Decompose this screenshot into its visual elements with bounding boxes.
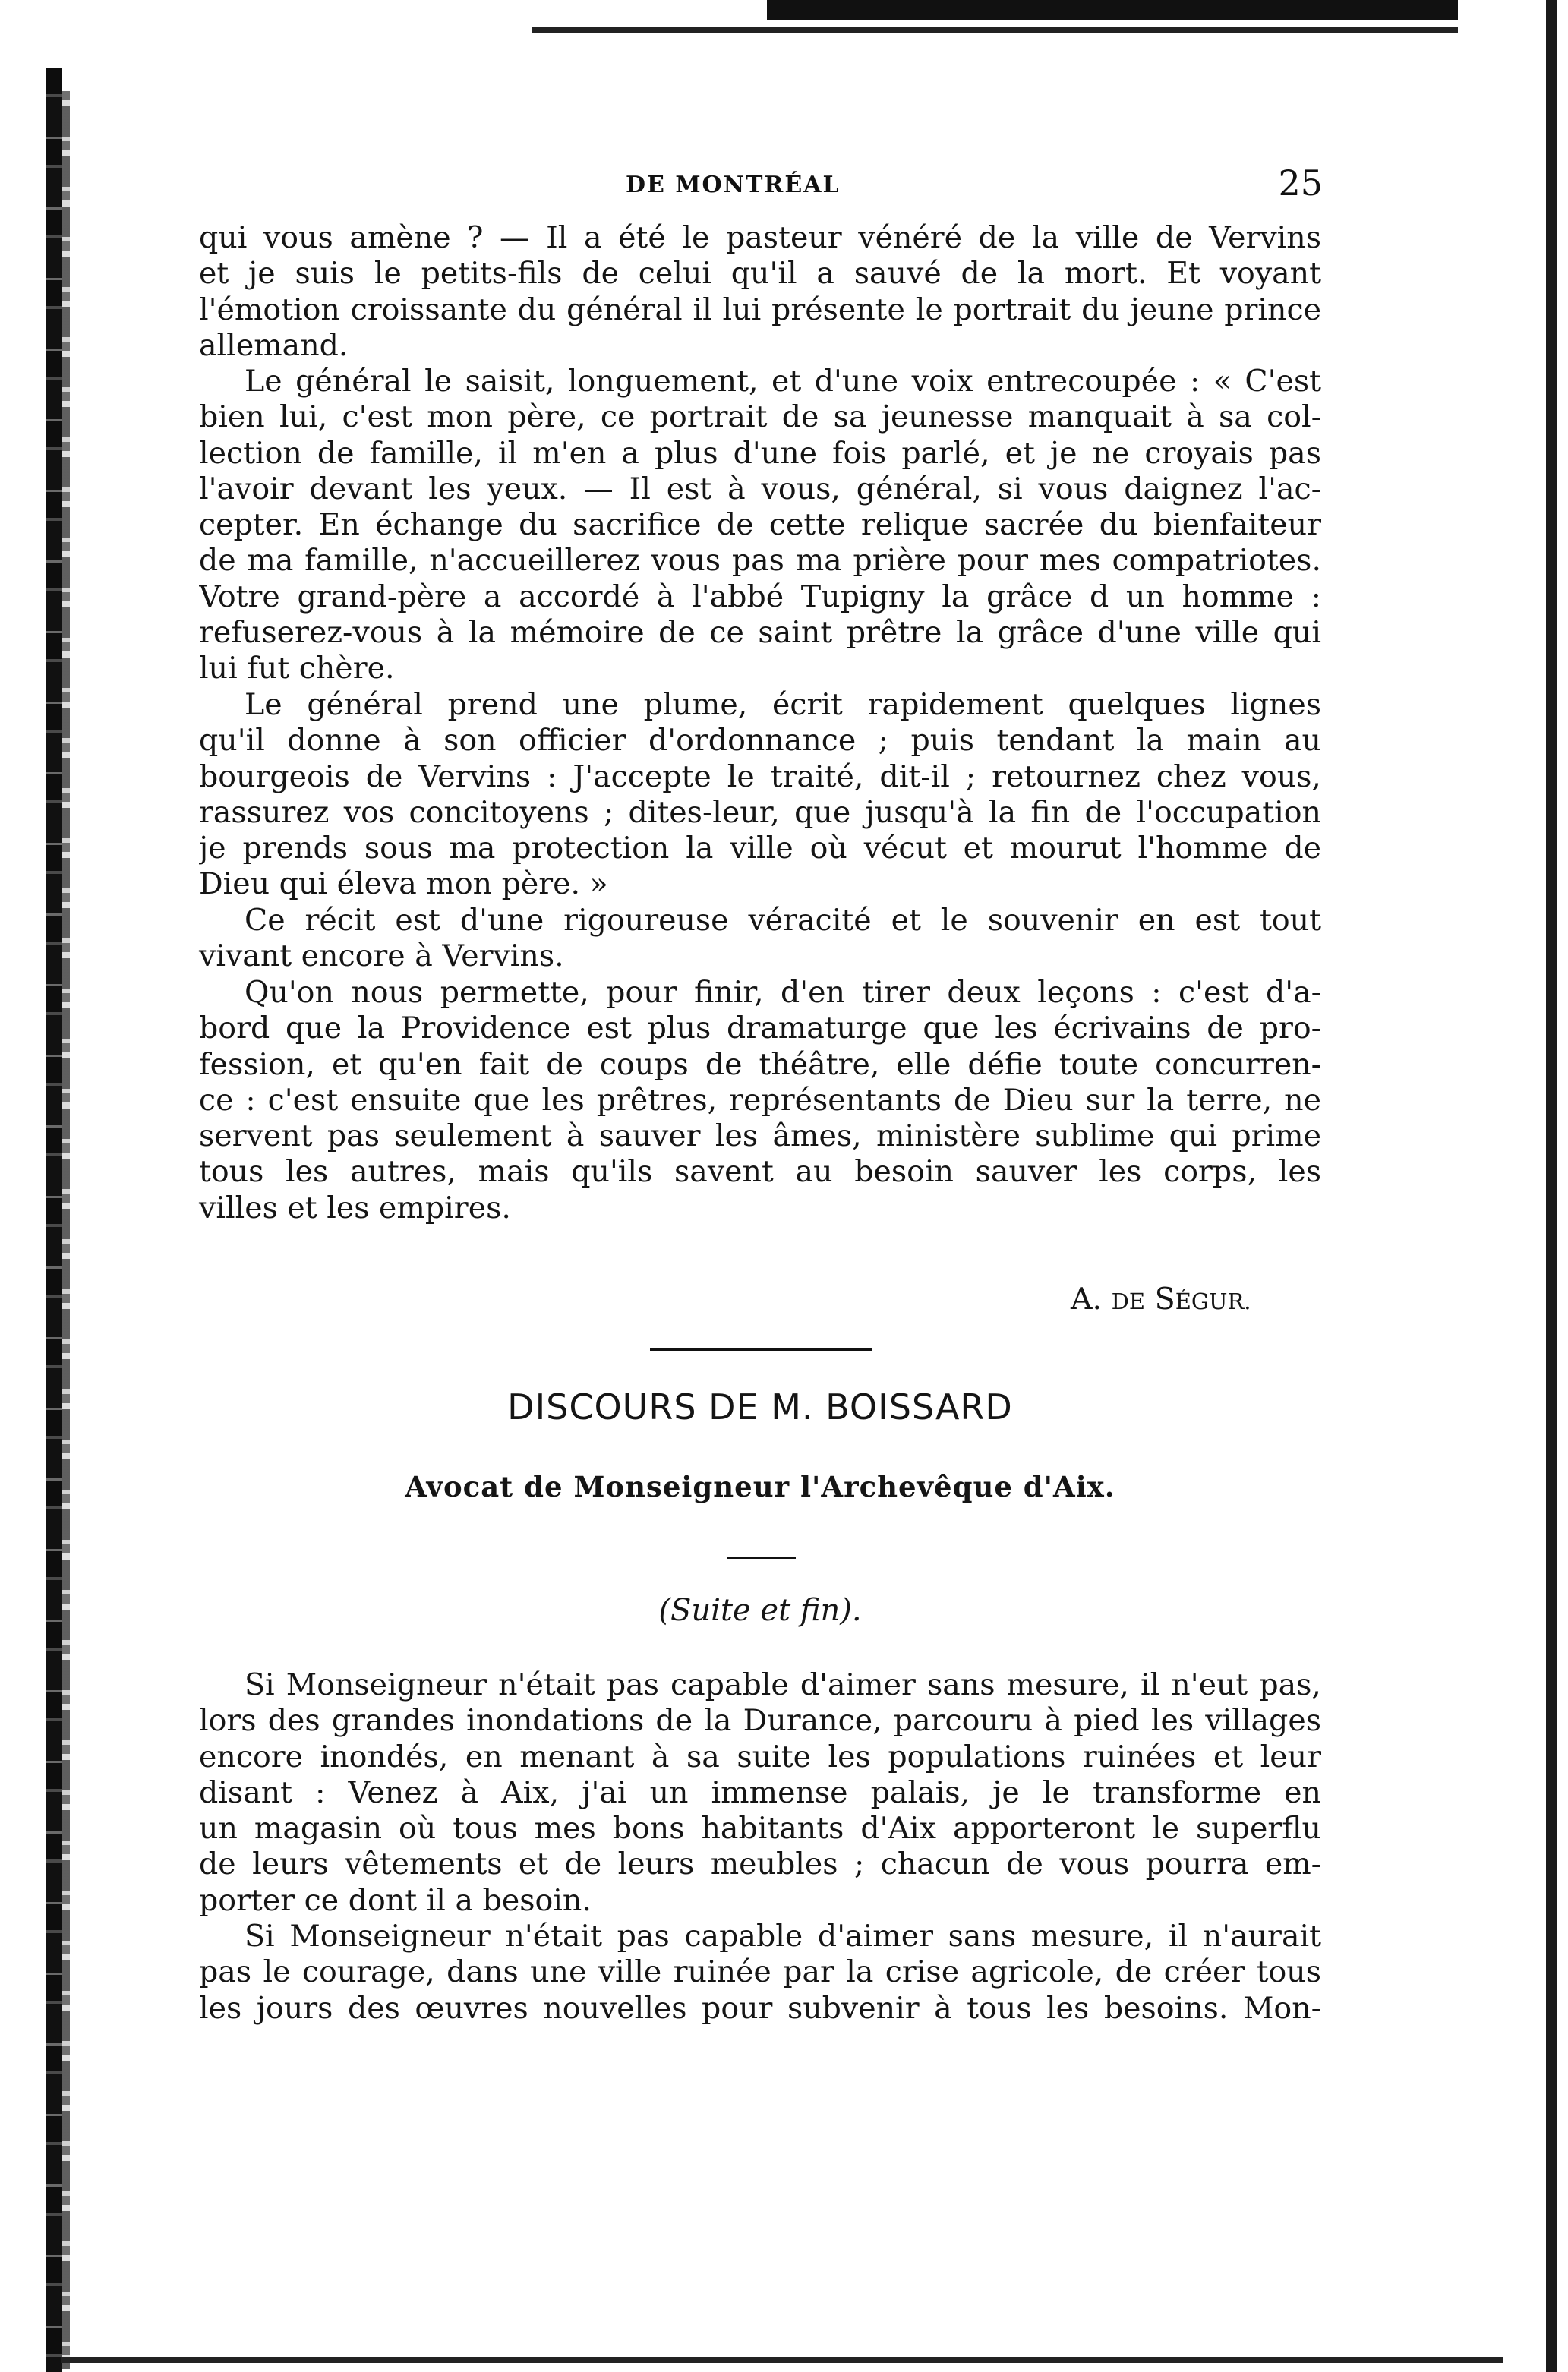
text-line: lection de famille, il m'en a plus d'une fois parlé, et je ne croyais pas — [199, 435, 1321, 471]
text-line: porter ce dont il a besoin. — [199, 1882, 592, 1918]
text-line: qu'il donne à son officier d'ordonnance ; puis tendant la main au — [199, 723, 1321, 759]
scan-border-top — [767, 0, 1458, 20]
text-line: lors des grandes inondations de la Durance, parcouru à pied les villages — [199, 1703, 1321, 1739]
text-line: qui vous amène ? — Il a été le pasteur vénéré de la ville de Vervins — [199, 220, 1321, 255]
signature-particle: DE — [1111, 1289, 1146, 1314]
text-line: cepter. En échange du sacrifice de cette relique sacrée du bienfaiteur — [199, 507, 1321, 543]
page-number: 25 — [1278, 162, 1323, 203]
scan-border-left-edge — [62, 91, 70, 2369]
text-line: servent pas seulement à sauver les âmes, ministère sublime qui prime — [199, 1118, 1321, 1154]
text-line: Le général le saisit, longuement, et d'une voix entrecoupée : « C'est — [245, 364, 1321, 399]
signature-surname-rest: ÉGUR. — [1175, 1289, 1251, 1314]
text-line: lui fut chère. — [199, 651, 395, 686]
signature-surname-first: S — [1145, 1282, 1175, 1317]
subtitle-divider — [727, 1557, 796, 1559]
paragraph-general-speech — [199, 364, 1321, 687]
text-line: l'émotion croissante du général il lui présente le portrait du jeune prince — [199, 292, 1321, 327]
text-line: Si Monseigneur n'était pas capable d'aimer sans mesure, il n'eut pas, — [245, 1667, 1321, 1702]
text-line: disant : Venez à Aix, j'ai un immense palais, je le transforme en — [199, 1774, 1321, 1810]
text-line: pas le courage, dans une ville ruinée par la crise agricole, de créer tous — [199, 1954, 1321, 1990]
text-line: villes et les empires. — [199, 1190, 511, 1225]
text-line: bord que la Providence est plus dramaturge que les écrivains de pro- — [199, 1011, 1321, 1046]
scan-border-right — [1546, 0, 1557, 2372]
section-subtitle: Avocat de Monseigneur l'Archevêque d'Aix. — [405, 1470, 1115, 1503]
text-line: Ce récit est d'une rigoureuse véracité et le souvenir en est tout — [245, 903, 1321, 938]
scan-border-bottom — [61, 2357, 1503, 2363]
paragraph-general-writes — [199, 687, 1321, 903]
text-line: encore inondés, en menant à sa suite les populations ruinées et leur — [199, 1739, 1321, 1774]
text-line: tous les autres, mais qu'ils savent au besoin sauver les corps, les — [199, 1154, 1321, 1190]
text-line: Qu'on nous permette, pour finir, d'en tirer deux leçons : c'est d'a- — [245, 975, 1321, 1010]
text-line: Si Monseigneur n'était pas capable d'aimer sans mesure, il n'aurait — [245, 1919, 1321, 1954]
running-title: DE MONTRÉAL — [626, 172, 841, 198]
paragraph-inondations — [199, 1667, 1321, 1919]
text-line: Le général prend une plume, écrit rapidement quelques lignes — [245, 687, 1321, 722]
text-line: les jours des œuvres nouvelles pour subvenir à tous les besoins. Mon- — [199, 1990, 1321, 2026]
text-line: l'avoir devant les yeux. — Il est à vous, général, si vous daignez l'ac- — [199, 471, 1321, 506]
text-line: rassurez vos concitoyens ; dites-leur, que jusqu'à la fin de l'occupation — [199, 794, 1321, 830]
text-line: un magasin où tous mes bons habitants d'Aix apporteront le superflu — [199, 1811, 1321, 1847]
text-line: fession, et qu'en fait de coups de théâtre, elle défie toute concurren- — [199, 1046, 1321, 1082]
text-line: allemand. — [199, 327, 349, 363]
text-line: Votre grand-père a accordé à l'abbé Tupigny la grâce d un homme : — [199, 579, 1321, 614]
paragraph-lessons — [199, 975, 1321, 1226]
section-divider — [650, 1348, 872, 1351]
text-line: Dieu qui éleva mon père. » — [199, 866, 608, 902]
text-line: et je suis le petits-fils de celui qu'il a sauvé de la mort. Et voyant — [199, 256, 1321, 292]
text-line: bien lui, c'est mon père, ce portrait de sa jeunesse manquait à sa col- — [199, 399, 1321, 435]
paragraph-courage — [199, 1919, 1321, 2027]
scan-border-left — [46, 68, 62, 2372]
text-line: je prends sous ma protection la ville où vécut et mourut l'homme de — [199, 831, 1321, 866]
text-line: bourgeois de Vervins : J'accepte le traité, dit-il ; retournez chez vous, — [199, 759, 1321, 794]
text-line: ce : c'est ensuite que les prêtres, représentants de Dieu sur la terre, ne — [199, 1082, 1321, 1118]
text-line: refuserez-vous à la mémoire de ce saint prêtre la grâce d'une ville qui — [199, 615, 1321, 651]
text-line: de ma famille, n'accueillerez vous pas ma prière pour mes compatriotes. — [199, 543, 1321, 579]
scan-border-top-thin — [532, 27, 1458, 33]
section-title: DISCOURS DE M. BOISSARD — [507, 1386, 1013, 1427]
text-line: de leurs vêtements et de leurs meubles ; chacun de vous pourra em- — [199, 1847, 1321, 1882]
text-line: vivant encore à Vervins. — [199, 938, 564, 974]
page-header — [199, 162, 1323, 208]
paragraph-continuation — [199, 220, 1321, 364]
signature-initial: A. — [1071, 1282, 1112, 1317]
continuation-note: (Suite et fin). — [658, 1593, 862, 1628]
author-signature — [1071, 1282, 1251, 1317]
paragraph-veracity — [199, 903, 1321, 975]
